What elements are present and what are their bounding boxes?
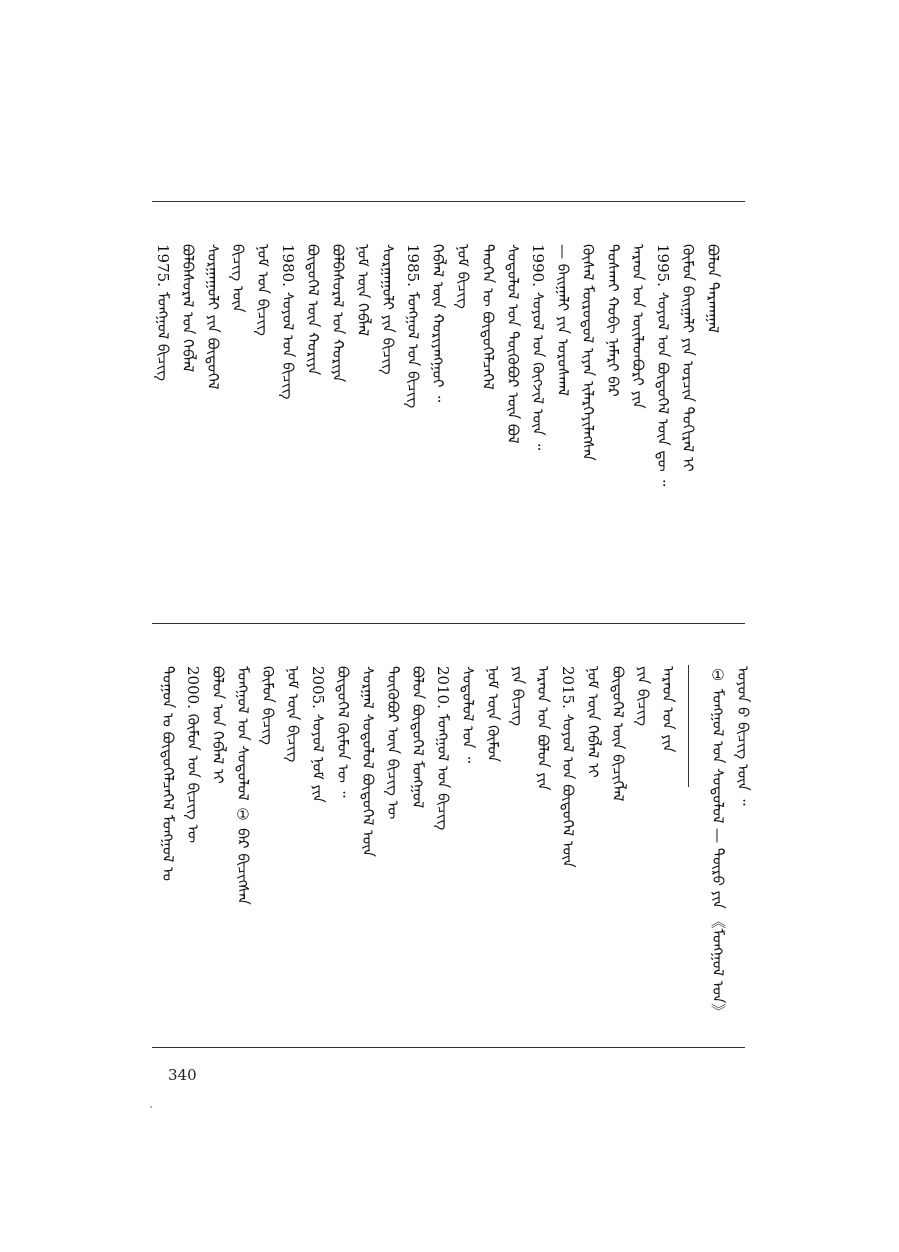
column-text: ᠠᠷᠠᠳ ᠤᠨ ᠶᠢᠨ	[659, 666, 677, 753]
column-text: ᠰᠣᠶᠣᠯ ᠤᠨ ᠪᠦᠲᠦᠭᠡᠯ ᠦᠨ ᠳᠦ ᠃	[654, 291, 672, 487]
column-text: ᠨᠣᠮ ᠪᠢᠴᠢᠭ	[454, 244, 472, 309]
column-text: ᠬᠦᠮᠦᠨ ᠪᠢᠴᠢᠭ	[259, 666, 277, 745]
column-text: ᠪᠦᠲᠦᠭᠡᠯ ᠬᠦᠮᠦᠨ ᠦ ᠃	[334, 666, 352, 798]
column-text: ᠲᠡᠦᠬᠡᠨ ᠦ ᠪᠦᠲᠦᠭᠡᠯᠴᠡᠭᠡᠯ	[479, 244, 497, 390]
text-column	[385, 666, 400, 819]
text-column	[155, 244, 170, 381]
column-text: ᠬᠦᠰᠡᠯ ᠮᠦᠷᠦᠳᠦᠯ ᠢᠶᠡᠨ ᠢᠯᠡᠷᠬᠡᠶᠢᠯᠡᠭᠰᠡᠨ	[579, 244, 597, 461]
page-number: 340	[168, 1066, 197, 1084]
column-text: ᠰᠣᠶᠣᠯ ᠤᠨ ᠪᠢᠴᠢᠭ	[279, 291, 297, 400]
text-column	[535, 666, 550, 791]
margin-dot	[150, 1106, 152, 1108]
year-label: 2005.	[309, 666, 327, 714]
text-column	[405, 244, 420, 408]
text-column	[180, 244, 195, 372]
text-column	[310, 666, 325, 803]
text-column	[555, 244, 570, 396]
column-text: ᠪᠣᠯᠤᠨ ᠪᠦᠲᠦᠭᠡᠯ ᠮᠣᠩᠭᠣᠯ	[409, 666, 427, 809]
column-text: ᠮᠣᠩᠭᠣᠯ ᠤᠨ ᠪᠢᠴᠢᠭ	[404, 291, 422, 409]
text-column	[505, 244, 520, 444]
column-text: ᠰᠤᠳᠤᠯᠤᠯ ᠤᠨ ᠃	[459, 666, 477, 763]
year-label: 1990.	[529, 244, 547, 292]
column-text: ᠶᠢᠨ ᠪᠢᠴᠢᠭ	[634, 666, 652, 727]
column-text: ᠨᠣᠮ ᠦᠨ ᠪᠢᠴᠢᠭ	[284, 666, 302, 763]
column-text: ᠲᠦᠭᠦᠪᠦᠷ ᠦᠨ ᠪᠢᠴᠢᠭ ᠦ	[384, 666, 402, 820]
column-text: ᠨᠣᠮ ᠤᠨ ᠪᠢᠴᠢᠭ	[254, 244, 272, 336]
text-column	[285, 666, 300, 762]
text-column	[255, 244, 270, 336]
column-text: ᠠᠷᠠᠳ ᠤᠨ ᠦᠢᠯᠡᠳᠪᠦᠷᠢ ᠶᠢᠨ	[629, 244, 647, 409]
column-text: ᠣᠶᠤᠨ ᠤ᠋ ᠪᠢᠴᠢᠭ ᠦᠨ ᠃	[734, 666, 752, 806]
column-text: — ᠪᠠᠢᠭᠠᠯᠢ ᠶᠢᠨ ᠤᠷᠤᠰᠬᠠᠯ	[554, 244, 572, 396]
text-column	[735, 666, 750, 805]
text-column	[360, 666, 375, 857]
column-text: ᠬᠦᠮᠦᠨ ᠤᠨ ᠪᠢᠴᠢᠭ ᠦ	[184, 713, 202, 844]
bottom-rule	[152, 1047, 745, 1048]
text-column	[160, 666, 175, 881]
text-column	[410, 666, 425, 808]
column-text: ᠪᠣᠯᠪᠠᠰᠤᠷᠠᠯ ᠤᠨ ᠬᠡᠪᠯᠡᠯ	[179, 244, 197, 373]
text-column	[660, 666, 675, 753]
text-column	[480, 244, 495, 390]
column-text: ① ᠮᠣᠩᠭᠣᠯ ᠤᠨ ᠰᠤᠳᠤᠯᠤᠯ — ᠲᠦᠷᠦ ᠶᠢᠨ 《ᠮᠣᠩᠭᠣᠯ ᠤᠨ》	[709, 666, 727, 1019]
text-column	[210, 666, 225, 784]
text-column	[335, 666, 350, 798]
text-column	[430, 244, 445, 402]
column-text: ᠮᠣᠩᠭᠣᠯ ᠤᠨ ᠪᠢᠴᠢᠭ	[434, 713, 452, 831]
text-column	[380, 244, 395, 375]
top-rule	[152, 201, 745, 202]
column-text: ᠮᠣᠩᠭᠣᠯ ᠤᠨ ᠰᠤᠳᠤᠯᠤᠯ ① ᠪᠠᠷ ᠪᠢᠴᠢᠭᠰᠡᠨ	[234, 666, 252, 905]
text-column	[305, 244, 320, 375]
middle-rule	[152, 623, 745, 624]
column-text: ᠲᠤᠰᠬᠠᠢ ᠬᠤᠪᠢ ᠨᠡᠮᠡᠷᠢ ᠪᠠᠷ	[604, 244, 622, 397]
text-column	[455, 244, 470, 309]
column-text: ᠰᠣᠶᠣᠯ ᠤᠨ ᠬᠥᠭᠵᠢᠯ ᠦᠨ ᠃	[529, 291, 547, 451]
text-column	[705, 244, 720, 333]
text-column	[330, 244, 345, 382]
text-column	[435, 666, 450, 830]
column-text: ᠰᠤᠷᠭᠠᠭᠤᠯᠢ ᠶᠢᠨ ᠪᠢᠴᠢᠭ	[379, 244, 397, 375]
column-text: ᠰᠤᠷᠭᠠᠯ ᠰᠤᠳᠤᠯᠤᠯ ᠪᠦᠲᠦᠭᠡᠯ ᠦᠨ	[359, 666, 377, 857]
column-text: ᠪᠣᠯᠪᠠᠰᠤᠷᠠᠯ ᠤᠨ ᠬᠣᠷᠢᠶᠠ	[329, 244, 347, 383]
text-column	[610, 666, 625, 801]
text-column	[585, 666, 600, 778]
column-text: ᠲᠣᠭᠣᠨ ᠤ ᠪᠦᠲᠦᠭᠡᠯᠴᠡᠭᠡᠯ ᠮᠣᠩᠭᠣᠯ ᠤ	[159, 666, 177, 881]
year-label: 1980.	[279, 244, 297, 292]
column-text: ᠰᠤᠳᠤᠯᠤᠯ ᠤᠨ ᠲᠦᠭᠦᠪᠦᠷ ᠦᠨ ᠪᠣᠯ	[504, 244, 522, 444]
footnote-separator	[688, 665, 689, 787]
text-column	[460, 666, 475, 763]
column-text: ᠶᠢᠨ ᠪᠢᠴᠢᠭ	[509, 666, 527, 727]
text-column	[580, 244, 595, 461]
text-column	[230, 244, 245, 313]
text-column	[630, 244, 645, 409]
column-text: ᠪᠦᠲᠦᠭᠡᠯ ᠦᠨ ᠬᠤᠷᠢᠶᠠ	[304, 244, 322, 376]
column-text: ᠪᠣᠯᠤᠨ ᠤᠨ ᠬᠡᠪᠯᠡᠯ ᠢ	[209, 666, 227, 784]
column-text: ᠨᠣᠮ ᠦᠨ ᠬᠡᠪᠯᠡᠯ ᠢ	[584, 666, 602, 778]
column-text: ᠰᠤᠷᠭᠠᠭᠤᠯᠢ ᠶᠢᠨ ᠪᠦᠲᠦᠭᠡᠯ	[204, 244, 222, 390]
column-text: ᠬᠦᠮᠦᠨ ᠪᠠᠢᠭᠠᠯᠢ ᠶᠢᠨ ᠣᠷᠴᠢᠨ ᠲᠣᠬᠢᠷᠠᠯ ᠢ	[679, 244, 697, 472]
text-column	[710, 666, 725, 1018]
text-column	[185, 666, 200, 843]
column-text: ᠨᠣᠮ ᠦᠨ ᠬᠡᠪᠯᠡᠯ	[354, 244, 372, 337]
text-column	[205, 244, 220, 389]
text-column	[655, 244, 670, 486]
year-label: 2010.	[434, 666, 452, 714]
text-column	[355, 244, 370, 336]
year-label: 1995.	[654, 244, 672, 292]
column-text: ᠮᠣᠩᠭᠣᠯ ᠪᠢᠴᠢᠭ	[154, 291, 172, 382]
column-text: ᠪᠦᠲᠦᠭᠡᠯ ᠦᠨ ᠪᠢᠴᠢᠭᠯᠡᠯ	[609, 666, 627, 802]
year-label: 1975.	[154, 244, 172, 292]
column-text: ᠪᠢᠴᠢᠭ ᠦᠨ	[229, 244, 247, 313]
text-column	[560, 666, 575, 868]
column-text: ᠰᠣᠶᠣᠯ ᠤᠨ ᠪᠦᠲᠦᠭᠡᠯ ᠦᠨ	[559, 713, 577, 868]
column-text: ᠬᠡᠪᠯᠡᠯ ᠦᠨ ᠬᠤᠷᠢᠶᠠᠩᠭᠤᠢ ᠃	[429, 244, 447, 403]
text-column	[485, 666, 500, 762]
year-label: 2015.	[559, 666, 577, 714]
text-column	[510, 666, 525, 726]
text-column	[280, 244, 295, 399]
text-column	[680, 244, 695, 472]
column-text: ᠠᠷᠠᠳ ᠤᠨ ᠪᠣᠯᠤᠨ ᠶᠢᠨ	[534, 666, 552, 791]
column-text: ᠪᠣᠯᠤᠨ ᠲᠠᠷᠬᠠᠭᠠᠯ	[704, 244, 722, 334]
text-column	[635, 666, 650, 726]
year-label: 2000.	[184, 666, 202, 714]
text-column	[235, 666, 250, 905]
year-label: 1985.	[404, 244, 422, 292]
text-column	[605, 244, 620, 397]
column-text: ᠰᠣᠶᠣᠯ ᠨᠣᠮ ᠶᠢᠨ	[309, 713, 327, 803]
text-column	[530, 244, 545, 450]
text-column	[260, 666, 275, 745]
column-text: ᠨᠣᠮ ᠦᠨ ᠬᠦᠮᠦᠨ	[484, 666, 502, 763]
